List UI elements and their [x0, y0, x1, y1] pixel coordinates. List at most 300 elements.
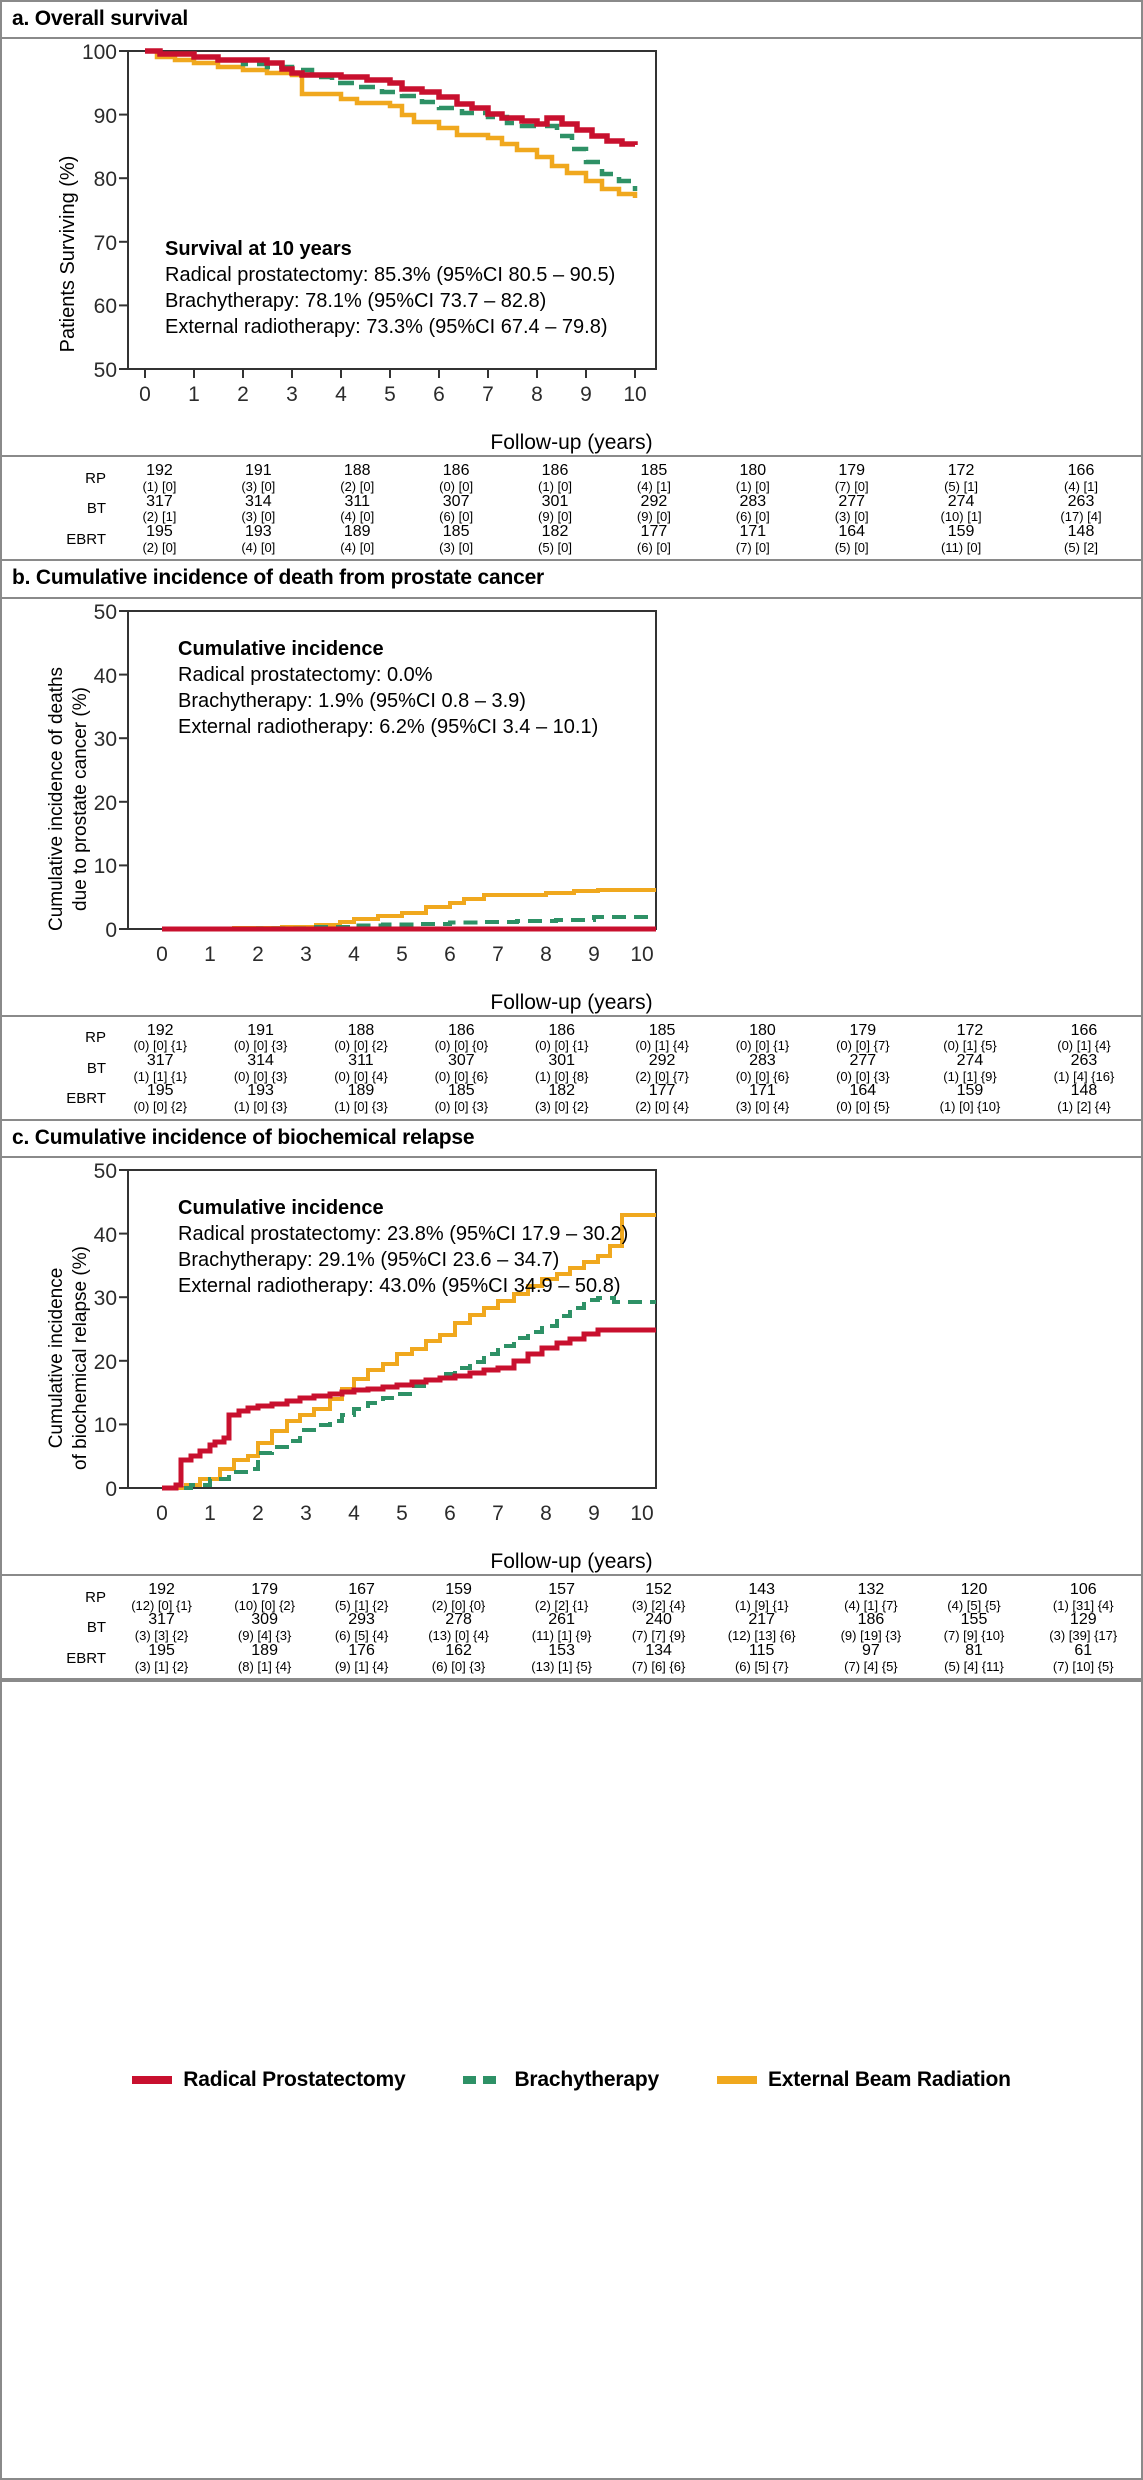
svg-text:100: 100 — [81, 41, 117, 65]
cell: (0) [1] {5} — [943, 1038, 997, 1054]
cell: 307 — [442, 492, 470, 510]
cell: 179 — [838, 462, 866, 480]
cell: 278 — [445, 1611, 472, 1629]
cell: 263 — [1067, 492, 1095, 510]
cell: (0) [0] {3} — [233, 1038, 288, 1054]
panel-a-svg — [2, 39, 1141, 429]
cell: (2) [0] {7} — [635, 1068, 689, 1084]
cell: 283 — [749, 1052, 776, 1070]
svg-text:40: 40 — [93, 1224, 117, 1248]
cell: 61 — [1074, 1641, 1093, 1659]
table-row — [2, 510, 1141, 524]
cell: 159 — [956, 1082, 984, 1100]
cell: (9) [1] {4} — [334, 1658, 389, 1674]
panel-a-yticks — [82, 41, 128, 382]
panel-c-risk-table-wrap — [2, 1574, 1141, 1680]
cell: (4) [0] — [340, 539, 375, 555]
cell: (3) [1] {2} — [134, 1658, 189, 1674]
table-row — [2, 1612, 1141, 1629]
risk-row-label-bt: BT — [86, 500, 106, 518]
svg-text:8: 8 — [540, 942, 552, 966]
cell: 314 — [247, 1052, 274, 1070]
line-swatch-icon — [132, 2076, 172, 2084]
panel-c-annotation-line3: External radiotherapy: 43.0% (95%CI 34.9 – 50.8) — [178, 1275, 621, 1298]
panel-b-plot — [2, 599, 1141, 1015]
cell: (4) [1] — [1064, 478, 1098, 494]
cell: 189 — [343, 523, 371, 541]
cell: (5) [1] {2} — [334, 1597, 389, 1613]
cell: 263 — [1070, 1052, 1098, 1070]
cell: (2) [0] — [340, 478, 375, 494]
cell: (4) [1] — [636, 478, 671, 494]
panel-b-risk-table-wrap — [2, 1015, 1141, 1121]
cell: (10) [0] {2} — [234, 1597, 295, 1613]
svg-text:8: 8 — [531, 383, 543, 407]
cell: (4) [5] {5} — [947, 1597, 1001, 1613]
cell: (0) [0] {2} — [133, 1099, 187, 1115]
cell: 177 — [648, 1082, 676, 1100]
panel-c-annotation-line1: Radical prostatectomy: 23.8% (95%CI 17.9 – 30.2) — [178, 1223, 629, 1246]
risk-row-label-ebrt: EBRT — [66, 1090, 106, 1108]
cell: (7) [0] — [834, 478, 869, 494]
cell: (1) [0] {3} — [334, 1099, 388, 1115]
panel-a — [2, 2, 1141, 561]
table-row — [2, 1643, 1141, 1660]
svg-text:3: 3 — [300, 942, 312, 966]
panel-a-title: a. Overall survival — [2, 2, 1141, 39]
cell: (1) [0] {3} — [233, 1099, 288, 1115]
cell: 186 — [541, 462, 569, 480]
panel-a-ylabel: Patients Surviving (%) — [57, 155, 79, 353]
panel-c-xticks — [156, 1502, 654, 1525]
cell: 162 — [445, 1641, 472, 1659]
panel-a-plot — [2, 39, 1141, 455]
cell: 120 — [960, 1581, 988, 1599]
cell: 217 — [748, 1611, 776, 1629]
cell: 180 — [739, 462, 767, 480]
cell: 317 — [146, 492, 173, 510]
panel-c-plot — [2, 1158, 1141, 1574]
svg-text:1: 1 — [188, 383, 200, 407]
legend-label-ebrt: External Beam Radiation — [767, 2068, 1011, 2092]
cell: (7) [7] {9} — [631, 1628, 686, 1644]
cell: (0) [0] {4} — [334, 1068, 388, 1084]
svg-text:60: 60 — [93, 295, 117, 319]
cell: 171 — [739, 523, 767, 541]
panel-b-xlabel: Follow-up (years) — [490, 990, 653, 1014]
panel-c-ylabel-line1: Cumulative incidence — [46, 1267, 67, 1449]
cell: 186 — [857, 1611, 885, 1629]
svg-text:7: 7 — [482, 383, 494, 407]
cell: (0) [0] {1} — [133, 1038, 187, 1054]
svg-text:10: 10 — [93, 1414, 117, 1438]
panel-c-yticks — [94, 1160, 128, 1501]
cell: 277 — [849, 1052, 877, 1070]
cell: (7) [0] — [735, 539, 770, 555]
cell: (1) [1] {9} — [943, 1068, 997, 1084]
cell: (9) [0] — [538, 509, 572, 525]
cell: 293 — [348, 1611, 375, 1629]
cell: 179 — [251, 1581, 278, 1599]
cell: 97 — [862, 1641, 880, 1659]
cell: (1) [2] {4} — [1057, 1099, 1111, 1115]
panel-a-annotation-heading: Survival at 10 years — [165, 238, 352, 261]
panel-a-risk-table-wrap — [2, 455, 1141, 561]
cell: (2) [0] — [142, 539, 177, 555]
cell: (7) [9] {10} — [943, 1628, 1005, 1644]
cell: 314 — [244, 492, 272, 510]
cell: (6) [0] — [735, 509, 770, 525]
cell: (0) [0] {7} — [836, 1038, 890, 1054]
svg-text:10: 10 — [630, 1502, 654, 1526]
panel-c-ylabel-line2: of biochemical relapse (%) — [70, 1246, 91, 1470]
svg-text:8: 8 — [540, 1502, 552, 1526]
cell: 301 — [541, 492, 569, 510]
table-row — [2, 524, 1141, 541]
cell: 317 — [148, 1611, 175, 1629]
figure-legend — [2, 1680, 1141, 2478]
legend-label-rp: Radical Prostatectomy — [183, 2068, 406, 2092]
panel-b-annotation-heading: Cumulative incidence — [178, 637, 384, 660]
panel-b-annotation-line1: Radical prostatectomy: 0.0% — [178, 663, 433, 686]
risk-row-label-rp: RP — [85, 1588, 106, 1606]
cell: (2) [2] {1} — [534, 1597, 589, 1613]
cell: (0) [0] {2} — [334, 1038, 388, 1054]
panel-c-title: c. Cumulative incidence of biochemical relapse — [2, 1121, 1141, 1158]
cell: (3) [3] {2} — [134, 1628, 189, 1644]
table-row — [2, 1023, 1141, 1040]
cell: (1) [0] {8} — [534, 1068, 589, 1084]
table-row — [2, 1582, 1141, 1599]
panel-a-risk-table — [2, 463, 1141, 554]
table-row — [2, 1070, 1141, 1084]
cell: (7) [6] {6} — [631, 1658, 686, 1674]
panel-c-annotation — [178, 1197, 628, 1297]
cell: (13) [1] {5} — [531, 1658, 592, 1674]
risk-row-label-bt: BT — [86, 1619, 106, 1637]
panel-c-annotation-heading: Cumulative incidence — [178, 1197, 384, 1220]
svg-text:0: 0 — [105, 918, 117, 942]
line-swatch-icon — [717, 2076, 757, 2084]
cell: 148 — [1070, 1082, 1098, 1100]
cell: (1) [0] — [538, 478, 572, 494]
cell: 311 — [344, 492, 370, 510]
svg-text:6: 6 — [444, 942, 456, 966]
table-row — [2, 1039, 1141, 1053]
svg-text:2: 2 — [252, 942, 264, 966]
cell: (0) [0] — [439, 478, 474, 494]
cell: 148 — [1067, 523, 1095, 541]
cell: (1) [0] {10} — [939, 1099, 1001, 1115]
cell: 159 — [947, 523, 975, 541]
cell: 172 — [947, 462, 975, 480]
cell: (6) [0] — [636, 539, 671, 555]
cell: (5) [1] — [944, 478, 979, 494]
risk-row-label-rp: RP — [85, 1029, 106, 1047]
cell: (2) [0] {0} — [431, 1597, 486, 1613]
cell: 195 — [148, 1641, 175, 1659]
table-row — [2, 1660, 1141, 1674]
cell: 164 — [849, 1082, 877, 1100]
cell: (7) [10] {5} — [1052, 1658, 1114, 1674]
svg-text:10: 10 — [623, 383, 647, 407]
panel-b-risk-table — [2, 1023, 1141, 1114]
risk-row-label-ebrt: EBRT — [66, 530, 106, 548]
cell: 152 — [645, 1581, 672, 1599]
panel-c-xlabel: Follow-up (years) — [490, 1550, 653, 1574]
cell: 191 — [247, 1021, 274, 1039]
cell: (3) [0] — [439, 539, 474, 555]
cell: 182 — [541, 523, 569, 541]
cell: (5) [2] — [1064, 539, 1098, 555]
cell: 185 — [640, 462, 668, 480]
cell: (0) [0] {3} — [434, 1099, 489, 1115]
cell: 179 — [849, 1021, 877, 1039]
cell: 188 — [347, 1021, 375, 1039]
cell: 134 — [645, 1641, 672, 1659]
legend-item-ebrt — [717, 2068, 1011, 2092]
svg-text:6: 6 — [444, 1502, 456, 1526]
cell: 106 — [1069, 1581, 1097, 1599]
cell: (10) [1] — [940, 509, 982, 525]
svg-text:80: 80 — [93, 168, 117, 192]
cell: 274 — [947, 492, 975, 510]
cell: (1) [4] {16} — [1053, 1068, 1115, 1084]
cell: 191 — [244, 462, 272, 480]
cell: 132 — [857, 1581, 885, 1599]
cell: (0) [0] {3} — [233, 1068, 288, 1084]
svg-text:0: 0 — [105, 1478, 117, 1502]
panel-c-svg — [2, 1158, 1141, 1548]
svg-text:70: 70 — [93, 232, 117, 256]
table-row — [2, 1083, 1141, 1100]
cell: 274 — [956, 1052, 984, 1070]
panel-b-ylabel-line1: Cumulative incidence of deaths — [46, 666, 67, 931]
cell: (1) [31] {4} — [1052, 1597, 1114, 1613]
cell: 182 — [548, 1082, 576, 1100]
table-row — [2, 480, 1141, 494]
svg-text:3: 3 — [300, 1502, 312, 1526]
cell: 186 — [442, 462, 470, 480]
cell: 159 — [445, 1581, 472, 1599]
cell: (5) [0] — [538, 539, 572, 555]
cell: (2) [0] {4} — [635, 1099, 689, 1115]
cell: 192 — [146, 1021, 174, 1039]
cell: 192 — [146, 462, 173, 480]
panel-c — [2, 1121, 1141, 1680]
panel-b-annotation-line3: External radiotherapy: 6.2% (95%CI 3.4 – 10.1) — [178, 715, 599, 738]
cell: 143 — [748, 1581, 776, 1599]
panel-a-annotation — [165, 238, 615, 338]
cell: (0) [0] {6} — [434, 1068, 489, 1084]
cell: 166 — [1070, 1021, 1098, 1039]
svg-text:5: 5 — [396, 942, 408, 966]
cell: 177 — [640, 523, 668, 541]
cell: (3) [39] {17} — [1049, 1628, 1118, 1644]
panel-a-annotation-line3: External radiotherapy: 73.3% (95%CI 67.4 – 79.8) — [165, 316, 608, 339]
cell: (3) [0] — [241, 509, 276, 525]
panel-b-annotation-line2: Brachytherapy: 1.9% (95%CI 0.8 – 3.9) — [178, 689, 526, 712]
cell: (3) [0] {2} — [534, 1099, 589, 1115]
svg-text:10: 10 — [630, 942, 654, 966]
cell: (11) [0] — [940, 539, 982, 555]
cell: (12) [0] {1} — [131, 1597, 192, 1613]
cell: 81 — [965, 1641, 983, 1659]
svg-text:4: 4 — [348, 942, 360, 966]
table-row — [2, 1100, 1141, 1114]
svg-text:1: 1 — [204, 942, 216, 966]
cell: (3) [0] — [834, 509, 869, 525]
cell: (1) [9] {1} — [734, 1597, 789, 1613]
cell: 185 — [648, 1021, 676, 1039]
cell: (6) [5] {4} — [334, 1628, 389, 1644]
cell: (2) [1] — [142, 509, 177, 525]
cell: 311 — [348, 1052, 374, 1070]
svg-text:1: 1 — [204, 1502, 216, 1526]
legend-item-bt — [463, 2068, 658, 2092]
svg-text:50: 50 — [93, 600, 117, 624]
panel-a-xlabel: Follow-up (years) — [490, 431, 653, 455]
table-row — [2, 494, 1141, 511]
svg-text:2: 2 — [237, 383, 249, 407]
cell: (4) [0] — [340, 509, 375, 525]
svg-text:30: 30 — [93, 727, 117, 751]
svg-text:0: 0 — [139, 383, 151, 407]
cell: (0) [1] {4} — [1057, 1038, 1111, 1054]
svg-text:9: 9 — [588, 942, 600, 966]
svg-text:50: 50 — [93, 359, 117, 383]
cell: (6) [5] {7} — [734, 1658, 789, 1674]
dashed-line-swatch-icon — [463, 2076, 503, 2084]
cell: 192 — [148, 1581, 175, 1599]
panel-b-annotation — [178, 638, 598, 738]
svg-text:9: 9 — [588, 1502, 600, 1526]
svg-text:7: 7 — [492, 1502, 504, 1526]
cell: 157 — [548, 1581, 575, 1599]
cell: 189 — [251, 1641, 278, 1659]
cell: 261 — [548, 1611, 575, 1629]
cell: 292 — [648, 1052, 676, 1070]
cell: (6) [0] {3} — [431, 1658, 486, 1674]
cell: (9) [4] {3} — [237, 1628, 292, 1644]
table-row — [2, 1629, 1141, 1643]
cell: 115 — [748, 1641, 775, 1659]
svg-text:3: 3 — [286, 383, 298, 407]
panel-b-yticks — [94, 601, 128, 942]
cell: (1) [1] {1} — [133, 1068, 187, 1084]
panel-b — [2, 561, 1141, 1120]
svg-text:40: 40 — [93, 664, 117, 688]
cell: (12) [13] {6} — [727, 1628, 796, 1644]
panel-c-risk-table — [2, 1582, 1141, 1673]
cell: (4) [0] — [241, 539, 276, 555]
risk-row-label-bt: BT — [86, 1059, 106, 1077]
panel-b-xticks — [156, 943, 654, 966]
cell: 129 — [1069, 1611, 1097, 1629]
panel-a-annotation-line1: Radical prostatectomy: 85.3% (95%CI 80.5 – 90.5) — [165, 264, 616, 287]
svg-text:2: 2 — [252, 1502, 264, 1526]
svg-text:7: 7 — [492, 942, 504, 966]
cell: (5) [0] — [834, 539, 869, 555]
svg-text:20: 20 — [93, 791, 117, 815]
cell: 292 — [640, 492, 668, 510]
cell: 186 — [447, 1021, 475, 1039]
cell: (0) [0] {1} — [735, 1038, 790, 1054]
cell: 172 — [956, 1021, 984, 1039]
panel-b-svg — [2, 599, 1141, 989]
cell: 166 — [1067, 462, 1095, 480]
panel-b-title: b. Cumulative incidence of death from prostate cancer — [2, 561, 1141, 598]
legend-label-bt: Brachytherapy — [514, 2068, 659, 2092]
cell: (0) [0] {0} — [434, 1038, 489, 1054]
cell: (13) [0] {4} — [428, 1628, 489, 1644]
cell: 167 — [348, 1581, 375, 1599]
cell: 307 — [447, 1052, 475, 1070]
panel-b-ylabel-line2: due to prostate cancer (%) — [70, 686, 91, 911]
cell: 193 — [244, 523, 272, 541]
svg-text:30: 30 — [93, 1287, 117, 1311]
cell: (4) [1] {7} — [844, 1597, 898, 1613]
panel-a-xticks — [139, 369, 647, 406]
svg-text:5: 5 — [384, 383, 396, 407]
cell: 188 — [343, 462, 371, 480]
svg-text:9: 9 — [580, 383, 592, 407]
svg-text:10: 10 — [93, 854, 117, 878]
cell: (0) [0] {1} — [534, 1038, 589, 1054]
cell: 240 — [645, 1611, 672, 1629]
svg-text:90: 90 — [93, 105, 117, 129]
cell: 193 — [247, 1082, 274, 1100]
cell: 186 — [548, 1021, 576, 1039]
table-row — [2, 1599, 1141, 1613]
cell: 153 — [548, 1641, 575, 1659]
cell: 171 — [749, 1082, 776, 1100]
cell: 155 — [960, 1611, 988, 1629]
cell: (1) [0] — [735, 478, 770, 494]
cell: 185 — [447, 1082, 475, 1100]
cell: (9) [0] — [636, 509, 671, 525]
panel-c-annotation-line2: Brachytherapy: 29.1% (95%CI 23.6 – 34.7) — [178, 1249, 560, 1272]
cell: (8) [1] {4} — [237, 1658, 292, 1674]
cell: 176 — [348, 1641, 375, 1659]
cell: (17) [4] — [1060, 509, 1102, 525]
cell: (3) [0] {4} — [735, 1099, 790, 1115]
cell: 185 — [442, 523, 470, 541]
cell: (0) [0] {5} — [836, 1099, 890, 1115]
cell: (7) [4] {5} — [844, 1658, 898, 1674]
svg-text:0: 0 — [156, 942, 168, 966]
svg-text:20: 20 — [93, 1351, 117, 1375]
risk-row-label-rp: RP — [85, 469, 106, 487]
cell: 195 — [146, 523, 173, 541]
cell: 283 — [739, 492, 767, 510]
cell: (3) [0] — [241, 478, 276, 494]
svg-text:4: 4 — [335, 383, 347, 407]
cell: 309 — [251, 1611, 278, 1629]
cell: (9) [19] {3} — [840, 1628, 902, 1644]
svg-text:5: 5 — [396, 1502, 408, 1526]
cell: 277 — [838, 492, 866, 510]
cell: 180 — [749, 1021, 776, 1039]
cell: (11) [1] {9} — [531, 1628, 592, 1644]
cell: (6) [0] — [439, 509, 474, 525]
cell: 189 — [347, 1082, 375, 1100]
cell: (0) [0] {3} — [836, 1068, 890, 1084]
cell: (5) [4] {11} — [944, 1658, 1004, 1674]
svg-text:4: 4 — [348, 1502, 360, 1526]
table-row — [2, 541, 1141, 555]
cell: (0) [0] {6} — [735, 1068, 790, 1084]
